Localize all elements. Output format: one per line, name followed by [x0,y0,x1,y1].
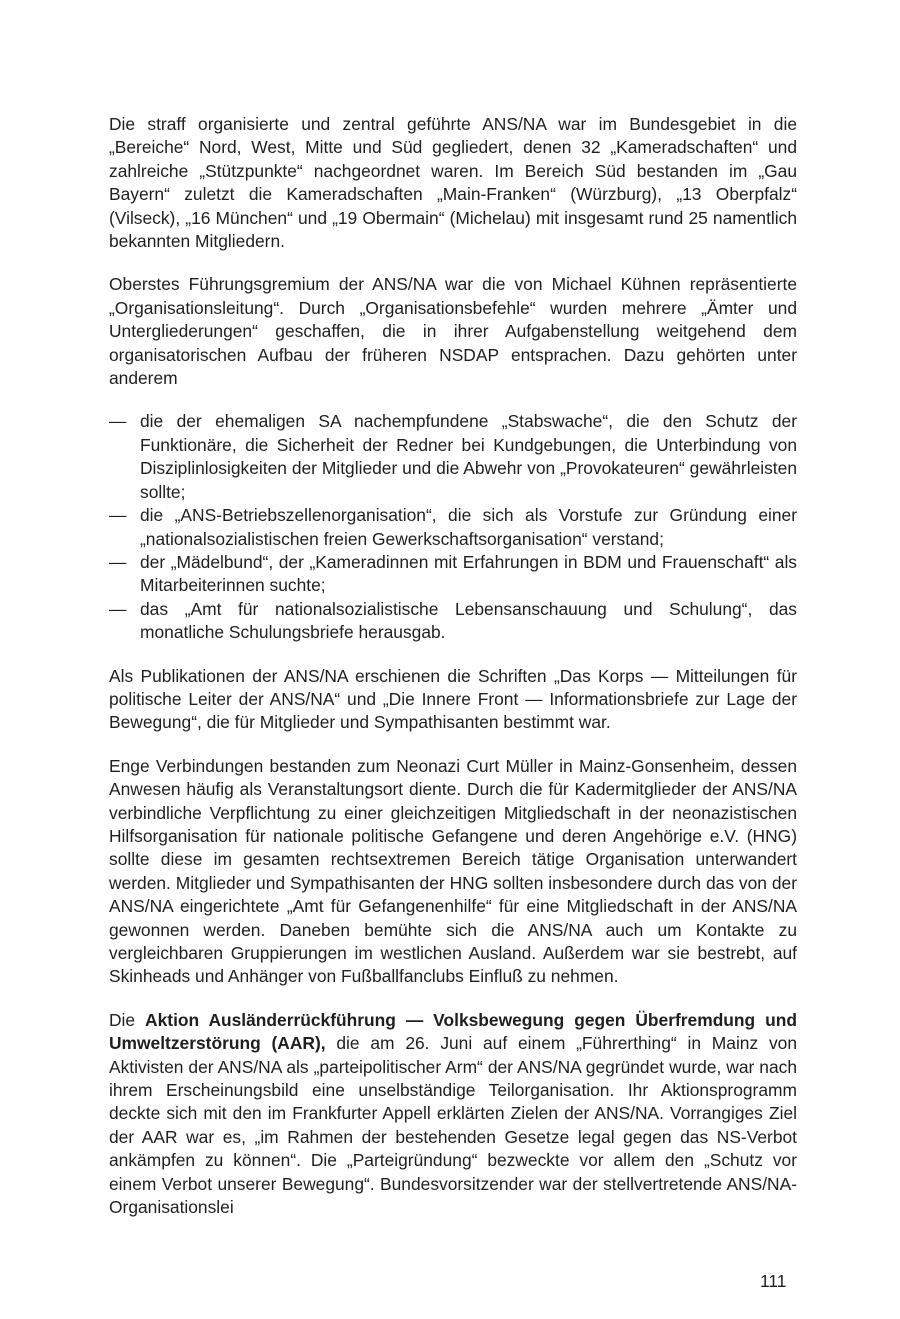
aar-text: die am 26. Juni auf einem „Führerthing“ in Mainz von Aktivisten der ANS/NA als „parteipolitischer Arm“ der ANS/NA gegründet wurde, war nach ihrem Erscheinungsbild eine unselbständige Teilorganisation. Ihr Aktionsprogramm deckte sich mit den im Frankfurter Appell erklärten Zielen der ANS/NA. Vorrangiges Ziel der AAR war es, „im Rahmen der bestehenden Gesetze legal gegen das NS-Verbot ankämpfen zu können“. Die „Parteigründung“ bezweckte vor allem den „Schutz vor einem Verbot unserer Bewegung“. Bundesvorsitzender war der stellvertretende ANS/NA-Organisationslei [109,1033,798,1218]
page-number: 111 [760,1271,787,1291]
page-body [109,113,797,1239]
paragraph-organisation: Die straff organisierte und zentral geführte ANS/NA war im Bundesgebiet in die „Bereiche“ Nord, West, Mitte und Süd gegliedert, denen 32 „Kameradschaften“ und zahlreiche „Stützpunkte“ nachgeordnet waren. Im Bereich Süd bestanden im „Gau Bayern“ zuletzt die Kameradschaften „Main-Franken“ (Würzburg), „13 Oberpfalz“ (Vilseck), „16 München“ und „19 Obermain“ (Michelau) mit insgesamt rund 25 namentlich bekannten Mitgliedern. [109,114,797,252]
paragraph-leadership: Oberstes Führungsgremium der ANS/NA war die von Michael Kühnen repräsentierte „Organisationsleitung“. Durch „Organisationsbefehle“ wurden mehrere „Ämter und Untergliederungen“ geschaffen, die in ihrer Aufgabenstellung weitgehend dem organisatorischen Aufbau der früheren NSDAP entsprachen. Dazu gehörten unter anderem [109,274,797,389]
list-item [109,598,797,645]
list-dash: — [109,551,127,572]
list-dash: — [109,598,127,619]
list-dash: — [109,411,127,432]
list-item-text: die der ehemaligen SA nachempfundene „Stabswache“, die den Schutz der Funktionäre, die Sicherheit der Redner bei Kundgebungen, die Unterbindung von Disziplinlosigkeiten der Mitglieder und die Abwehr von „Provokateuren“ gewährleisten sollte; [140,411,797,502]
paragraph-publications: Als Publikationen der ANS/NA erschienen die Schriften „Das Korps — Mitteilungen für politische Leiter der ANS/NA“ und „Die Innere Front — Informationsbriefe zur Lage der Bewegung“, die für Mitglieder und Sympathisanten bestimmt war. [109,665,797,733]
list-item [109,410,797,504]
list-item [109,504,797,551]
aar-prefix: Die [109,1009,146,1030]
list-item [109,551,797,598]
list-dash: — [109,505,127,526]
list-item-text: das „Amt für nationalsozialistische Lebensanschauung und Schulung“, das monatliche Schulungsbriefe herausgab. [140,598,797,643]
list-item-text: der „Mädelbund“, der „Kameradinnen mit Erfahrungen in BDM und Frauenschaft“ als Mitarbeiterinnen suchte; [140,551,797,596]
paragraph-connections: Enge Verbindungen bestanden zum Neonazi Curt Müller in Mainz-Gonsenheim, dessen Anwesen häufig als Veranstaltungsort diente. Durch die für Kadermitglieder der ANS/NA verbindliche Verpflichtung zu einer gleichzeitigen Mitgliedschaft in der neonazistischen Hilfsorganisation für nationale politische Gefangene und deren Angehörige e.V. (HNG) sollte diese im gesamten rechtsextremen Bereich tätige Organisation unterwandert werden. Mitglieder und Sympathisanten der HNG sollten insbesondere durch das von der ANS/NA eingerichtete „Amt für Gefangenenhilfe“ für eine Mitgliedschaft in der ANS/NA gewonnen werden. Daneben bemühte sich die ANS/NA auch um Kontakte zu vergleichbaren Gruppierungen im westlichen Ausland. Außerdem war sie bestrebt, auf Skinheads und Anhänger von Fußballfanclubs Einfluß zu nehmen. [109,755,797,987]
paragraph-aar [109,1009,797,1220]
offices-list [109,410,797,644]
list-item-text: die „ANS-Betriebszellenorganisation“, die sich als Vorstufe zur Gründung einer „nationalsozialistischen freien Gewerkschaftsorganisation“ verstand; [140,505,797,549]
aar-organisation-name: Aktion Ausländerrückführung — Volksbewegung gegen Überfremdung und Umweltzerstörung (AAR), [109,1009,797,1054]
